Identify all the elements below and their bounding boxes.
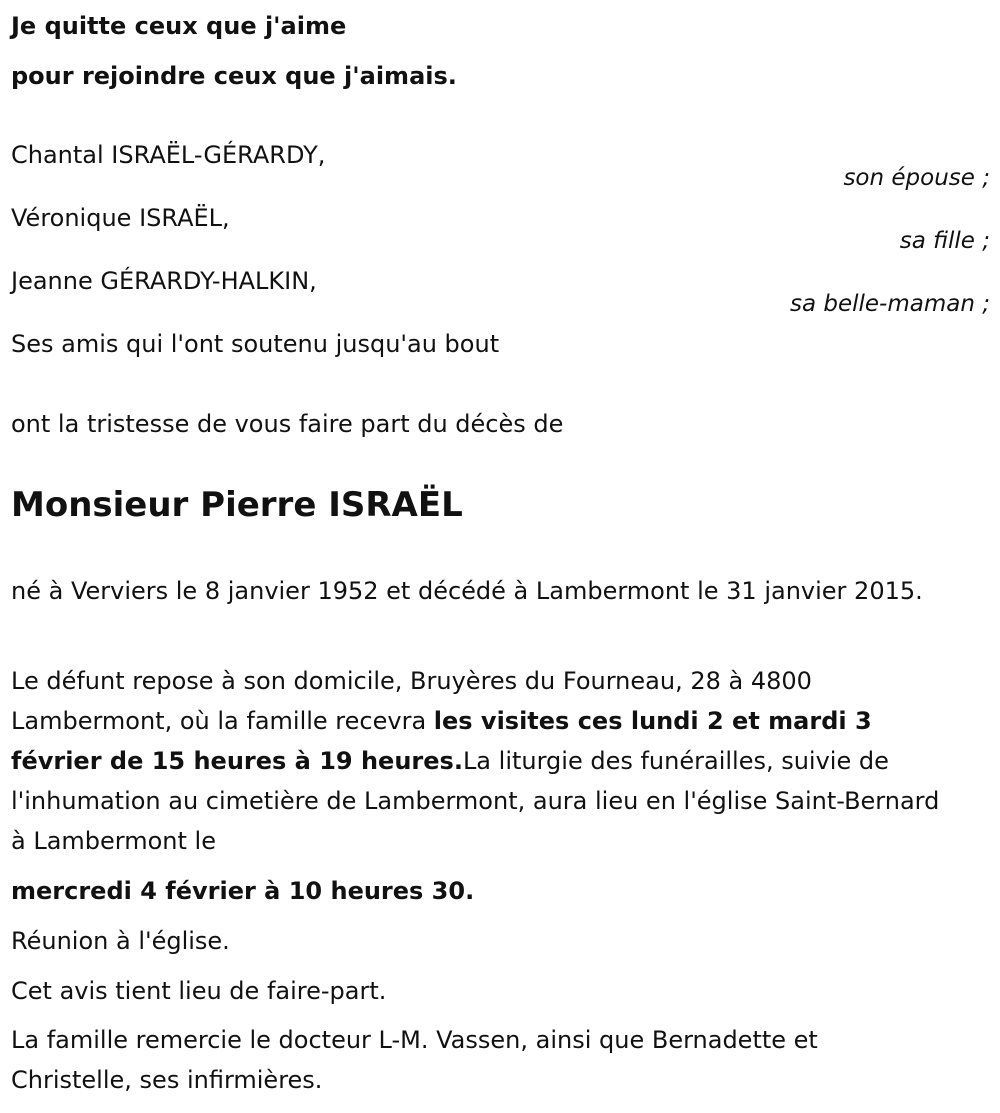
- announcement-line: ont la tristesse de vous faire part du décès de: [11, 410, 564, 438]
- birth-death-paragraph: né à Verviers le 8 janvier 1952 et décédé à Lambermont le 31 janvier 2015.: [11, 577, 923, 605]
- liturgy-info: La liturgie des funérailles, suivie de l'inhumation au cimetière de Lambermont, aura lieu en l'église Saint-Bernard à Lambermont le: [11, 747, 940, 855]
- funeral-date: mercredi 4 février à 10 heures 30.: [11, 877, 475, 905]
- family-member-relation: sa belle-maman ;: [789, 291, 990, 317]
- family-member-relation: son épouse ;: [843, 165, 990, 191]
- friends-line: Ses amis qui l'ont soutenu jusqu'au bout: [11, 330, 500, 358]
- epigraph-line-2: pour rejoindre ceux que j'aimais.: [11, 62, 457, 90]
- deceased-name: Monsieur Pierre ISRAËL: [11, 485, 463, 525]
- rest-paragraph: [11, 661, 941, 861]
- family-member-relation: sa fille ;: [899, 228, 990, 254]
- thanks-paragraph: La famille remercie le docteur L-M. Vassen, ainsi que Bernadette et Christelle, ses infirmières.: [11, 1026, 818, 1094]
- meeting-line: Réunion à l'église.: [11, 927, 230, 955]
- family-member-name: Jeanne GÉRARDY-HALKIN,: [11, 267, 317, 295]
- rest-intro: Le défunt repose à son domicile, Bruyères du Fourneau, 28 à 4800 Lambermont, où la famille recevra: [11, 667, 812, 735]
- visits-info: les visites ces lundi 2 et mardi 3 février de 15 heures à 19 heures.: [11, 707, 872, 775]
- notice-line: Cet avis tient lieu de faire-part.: [11, 977, 387, 1005]
- family-member-name: Chantal ISRAËL-GÉRARDY,: [11, 141, 326, 169]
- family-member-name: Véronique ISRAËL,: [11, 204, 230, 232]
- epigraph-line-1: Je quitte ceux que j'aime: [11, 12, 347, 40]
